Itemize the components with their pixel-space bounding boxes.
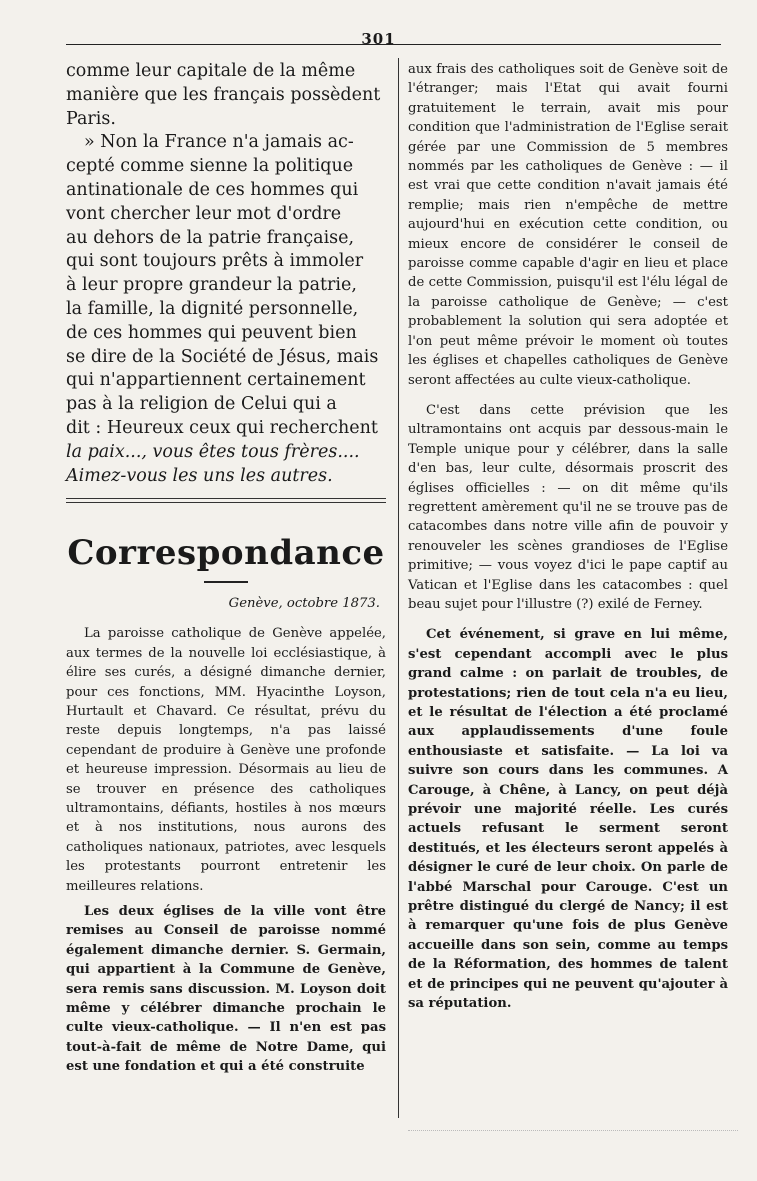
bleed-through-mark [408,1130,738,1145]
text-line: antinationale de ces hommes qui [66,179,359,200]
text-line: Aimez-vous les uns les autres. [66,465,333,486]
correspondance-paragraph: La paroisse catholique de Genève appelée, aux termes de la nouvelle loi ecclésiastique, à élire ses curés, a désigné dimanche dernier, pour ces fonctions, MM. Hyacinthe Loyson, Hurtault et Chavard. Ce résultat, prévu du reste depuis longtemps, n'a pas laissé cependant de produire à Genève une profonde et heureuse impression. Désormais au lieu de se trouver en présence des catholiques ultramontains, défiants, hostiles à nos mœurs et à nos institutions, nous aurons des catholiques nationaux, patriotes, avec lesquels les protestants pourront entretenir les meilleures relations. [66,626,386,894]
right-column [408,60,728,1014]
text-line: manière que les français possèdent [66,84,381,105]
article-paragraph: C'est dans cette prévision que les ultramontains ont acquis par dessous-main le Temple unique pour y célébrer, dans la salle d'en bas, leur culte, désormais proscrit des églises officielles : — on dit même qu'ils regrettent amèrement qu'il ne se trouve pas de catacombes dans notre ville afin de pouvoir y renouveler les scènes grandioses de l'Eglise primitive; — vous voyez d'ici le pape captif au Vatican et l'Eglise dans les catacombes : quel beau sujet pour l'illustre (?) exilé de Ferney. [408,402,728,612]
text-line: au dehors de la patrie française, [66,227,355,248]
text-line: pas à la religion de Celui qui a [66,394,337,415]
dateline: Genève, octobre 1873. [228,596,380,612]
text-line: la paix..., vous êtes tous frères.... [66,441,360,462]
text-line: » Non la France n'a jamais ac- [84,132,354,153]
text-line: à leur propre grandeur la patrie, [66,275,357,296]
text-line: se dire de la Société de Jésus, mais [66,346,379,367]
text-line: dit : Heureux ceux qui recherchent [66,417,378,438]
text-line: de ces hommes qui peuvent bien [66,322,357,343]
left-column [66,60,386,1077]
text-line: qui sont toujours prêts à immoler [66,251,364,272]
text-line: cepté comme sienne la politique [66,156,354,177]
page-number: 301 [361,30,396,48]
previous-article-continuation [66,60,386,488]
column-divider [398,58,399,1118]
section-separator [66,498,386,503]
text-line: la famille, la dignité personnelle, [66,298,359,319]
article-paragraph: Cet événement, si grave en lui même, s'est cependant accompli avec le plus grand calme : on parlait de troubles, de protestations; rien de tout cela n'a eu lieu, et le résultat de l'élection a été proclamé aux applaudissements d'une foule enthousiaste et satisfaite. — La loi va suivre son cours dans les communes. A Carouge, à Chêne, à Lancy, on peut déjà prévoir une majorité réelle. Les curés actuels refusant le serment seront destitués, et les électeurs seront appelés à désigner le curé de leur choix. On parle de l'abbé Marschal pour Carouge. C'est un prêtre distingué du clergé de Nancy; il est à remarquer qu'une fois de plus Genève accueille dans son sein, comme au temps de la Réformation, des hommes de talent et de principes qui ne peuvent qu'ajouter à sa réputation. [408,627,728,1012]
article-paragraph: aux frais des catholiques soit de Genève soit de l'étranger; mais l'Etat qui avait fourni gratuitement le terrain, avait mis pour condition que l'administration de l'Eglise serait gérée par une Commission de 5 membres nommés par les catholiques de Genève : — il est vrai que cette condition n'avait jamais été remplie; mais rien n'empêche de mettre aujourd'hui en exécution cette condition, ou mieux encore de considérer le conseil de paroisse comme capable d'agir en lieu et place de cette Commission, puisqu'il est l'élu légal de la paroisse catholique de Genève; — c'est probablement la solution qui sera adoptée et l'on peut même prévoir le moment où toutes les églises et chapelles catholiques de Genève seront affectées au culte vieux-catholique. [408,62,728,388]
title-dash [204,581,248,583]
correspondance-paragraph: Les deux églises de la ville vont être remises au Conseil de paroisse nommé également dimanche dernier. S. Germain, qui appartient à la Commune de Genève, sera remis sans discussion. M. Loyson doit même y célébrer dimanche prochain le culte vieux-catholique. — Il n'en est pas tout-à-fait de même de Notre Dame, qui est une fondation et qui a été construite [66,904,386,1075]
section-title: Correspondance [67,533,385,574]
text-line: qui n'appartiennent certainement [66,370,366,391]
text-line: Paris. [66,108,116,129]
header-rule [66,44,721,45]
text-line: vont chercher leur mot d'ordre [66,203,342,224]
text-line: comme leur capitale de la même [66,61,356,81]
